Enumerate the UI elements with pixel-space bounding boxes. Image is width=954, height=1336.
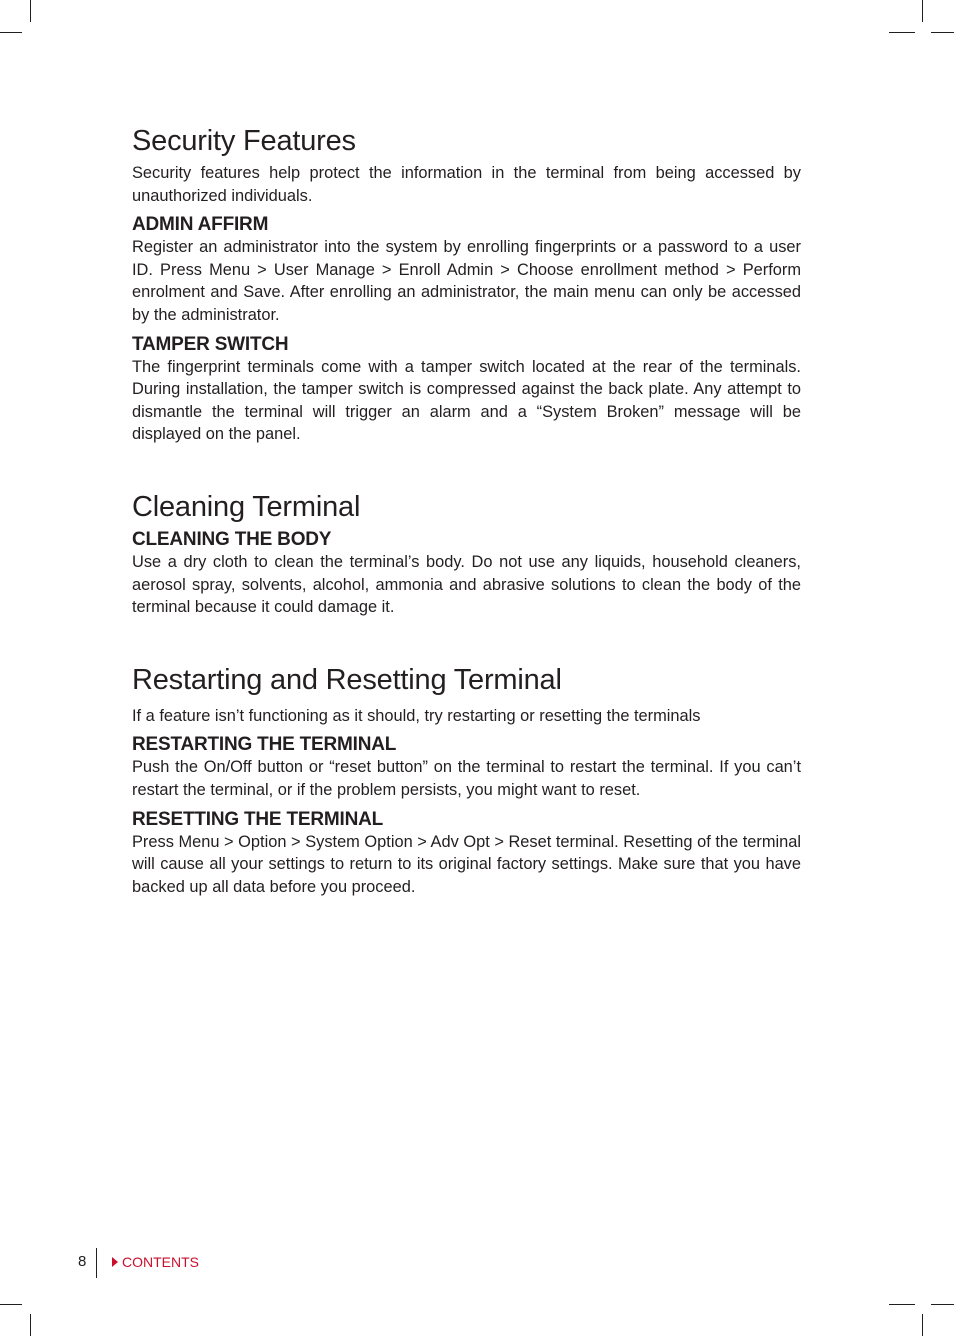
page-number: 8 xyxy=(78,1253,87,1270)
section-title: Security Features xyxy=(132,125,356,157)
subsection-text: Register an administrator into the system by enrolling fingerprints or a password to a user ID. Press Menu > User Manage > Enroll Admin > Choose enrollment method > Perform enrolment and Save. After enrolling an administrator, the main menu can only be accessed by the administrator. xyxy=(132,238,801,324)
crop-mark xyxy=(30,1314,31,1336)
crop-mark xyxy=(931,1304,954,1305)
section-lead: Security features help protect the information in the terminal from being accessed by unauthorized individuals. xyxy=(132,164,801,205)
crop-mark xyxy=(0,1304,22,1305)
section-security-features xyxy=(132,122,801,446)
footer-divider xyxy=(96,1248,97,1278)
subsection-text: Push the On/Off button or “reset button” on the terminal to restart the terminal. If you can’t restart the terminal, or if the problem persists, you might want to reset. xyxy=(132,758,801,799)
subsection-heading: ADMIN AFFIRM xyxy=(132,214,269,236)
subsection-text: The fingerprint terminals come with a tamper switch located at the rear of the terminals. During installation, the tamper switch is compressed against the back plate. Any attempt to dismantle the terminal will trigger an alarm and a “System Broken” message will be displayed on the panel. xyxy=(132,357,801,444)
crop-mark xyxy=(0,32,22,33)
crop-mark xyxy=(889,32,915,33)
contents-link[interactable] xyxy=(112,1253,199,1271)
crop-mark xyxy=(922,1314,923,1336)
section-lead: If a feature isn’t functioning as it should, try restarting or resetting the terminals xyxy=(132,706,701,725)
triangle-right-icon xyxy=(112,1257,118,1267)
section-spacer xyxy=(132,446,801,488)
section-restarting-resetting xyxy=(132,661,801,899)
subsection-text: Press Menu > Option > System Option > Adv Opt > Reset terminal. Resetting of the terminal will cause all your settings to return to its original factory settings. Make sure that you have backed up all data before you proceed. xyxy=(132,832,801,896)
subsection-text: Use a dry cloth to clean the terminal’s body. Do not use any liquids, household cleaners, aerosol spray, solvents, alcohol, ammonia and abrasive solutions to clean the body of the terminal because it could damage it. xyxy=(132,552,801,617)
section-title: Cleaning Terminal xyxy=(132,490,361,523)
subsection-heading: RESETTING THE TERMINAL xyxy=(132,808,384,830)
subsection-heading: CLEANING THE BODY xyxy=(132,528,332,550)
crop-mark xyxy=(922,0,923,22)
page-footer xyxy=(0,1248,954,1278)
contents-label: CONTENTS xyxy=(122,1254,199,1270)
subsection-heading: RESTARTING THE TERMINAL xyxy=(132,734,397,756)
crop-mark xyxy=(30,0,31,22)
section-spacer xyxy=(132,619,801,661)
section-cleaning-terminal xyxy=(132,488,801,619)
page-content xyxy=(132,122,801,898)
subsection-heading: TAMPER SWITCH xyxy=(132,333,289,355)
section-title: Restarting and Resetting Terminal xyxy=(132,663,562,696)
crop-mark xyxy=(889,1304,915,1305)
crop-mark xyxy=(931,32,954,33)
